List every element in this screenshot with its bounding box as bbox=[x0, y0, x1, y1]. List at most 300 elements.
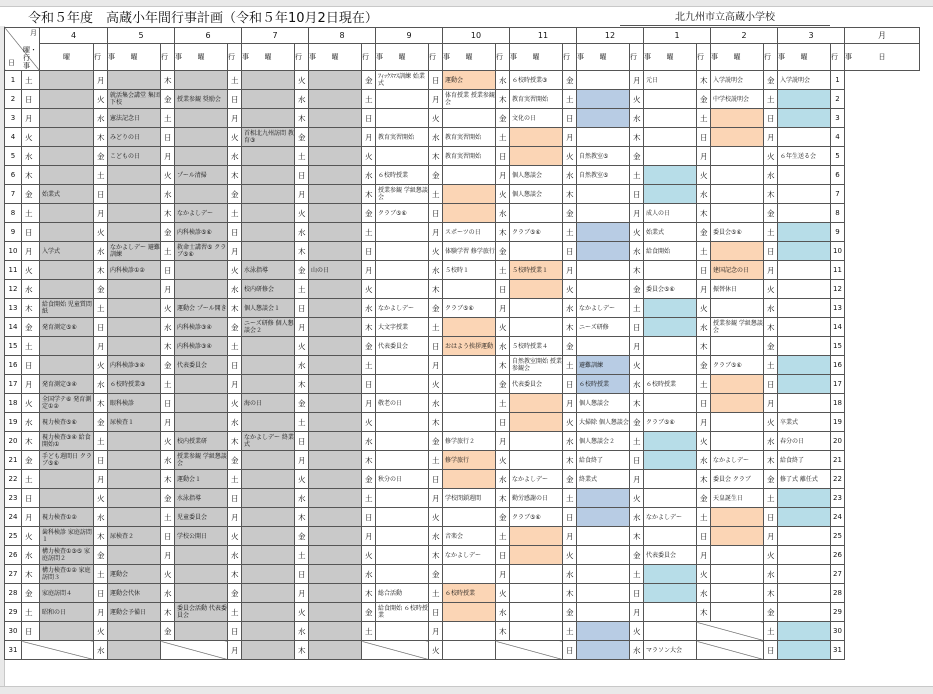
weekday-cell[interactable]: 土 bbox=[496, 527, 510, 546]
weekday-cell[interactable]: 木 bbox=[429, 147, 443, 166]
weekday-cell[interactable]: 金 bbox=[362, 337, 376, 356]
weekday-cell[interactable]: 土 bbox=[496, 261, 510, 280]
event-cell[interactable] bbox=[510, 603, 563, 622]
weekday-cell[interactable]: 木 bbox=[22, 299, 40, 318]
weekday-cell[interactable]: 日 bbox=[697, 261, 711, 280]
weekday-cell[interactable]: 日 bbox=[563, 242, 577, 261]
event-cell[interactable]: ニーズ研修 bbox=[577, 318, 630, 337]
event-cell[interactable] bbox=[40, 470, 94, 489]
weekday-cell[interactable]: 日 bbox=[295, 166, 309, 185]
event-cell[interactable] bbox=[644, 90, 697, 109]
event-cell[interactable] bbox=[577, 565, 630, 584]
weekday-cell[interactable]: 土 bbox=[362, 223, 376, 242]
weekday-cell[interactable]: 火 bbox=[94, 223, 108, 242]
month-header-1[interactable]: 1 bbox=[644, 28, 711, 44]
weekday-cell[interactable]: 月 bbox=[161, 546, 175, 565]
weekday-cell[interactable]: 火 bbox=[94, 622, 108, 641]
event-cell[interactable] bbox=[309, 242, 362, 261]
event-cell[interactable] bbox=[40, 109, 94, 128]
weekday-cell[interactable]: 月 bbox=[22, 375, 40, 394]
day-number[interactable]: 25 bbox=[5, 527, 22, 546]
weekday-cell[interactable]: 月 bbox=[764, 527, 778, 546]
weekday-cell[interactable]: 月 bbox=[697, 546, 711, 565]
day-number[interactable]: 15 bbox=[5, 337, 22, 356]
event-cell[interactable] bbox=[510, 299, 563, 318]
weekday-cell[interactable]: 水 bbox=[630, 641, 644, 660]
event-cell[interactable] bbox=[644, 356, 697, 375]
weekday-cell[interactable]: 金 bbox=[563, 603, 577, 622]
event-header[interactable]: 行 事 bbox=[429, 44, 443, 71]
weekday-cell[interactable]: 水 bbox=[563, 565, 577, 584]
event-cell[interactable] bbox=[242, 204, 295, 223]
event-cell[interactable]: 給食終了 bbox=[577, 451, 630, 470]
weekday-cell[interactable]: 日 bbox=[161, 394, 175, 413]
weekday-cell[interactable]: 金 bbox=[295, 394, 309, 413]
event-cell[interactable]: ニーズ研修 個人懇談会２ bbox=[242, 318, 295, 337]
day-number[interactable]: 11 bbox=[5, 261, 22, 280]
event-cell[interactable] bbox=[577, 223, 630, 242]
event-cell[interactable] bbox=[577, 527, 630, 546]
event-cell[interactable] bbox=[577, 546, 630, 565]
weekday-cell[interactable]: 土 bbox=[697, 109, 711, 128]
event-cell[interactable]: 教育実習開始 bbox=[443, 147, 496, 166]
weekday-cell[interactable]: 土 bbox=[94, 166, 108, 185]
event-cell[interactable] bbox=[309, 166, 362, 185]
event-cell[interactable] bbox=[309, 413, 362, 432]
event-cell[interactable] bbox=[40, 166, 94, 185]
event-cell[interactable] bbox=[644, 109, 697, 128]
event-cell[interactable] bbox=[443, 394, 496, 413]
event-cell[interactable]: みどりの日 bbox=[108, 128, 161, 147]
event-cell[interactable] bbox=[309, 128, 362, 147]
event-cell[interactable] bbox=[510, 413, 563, 432]
event-cell[interactable] bbox=[108, 204, 161, 223]
event-cell[interactable] bbox=[175, 394, 228, 413]
weekday-cell[interactable]: 火 bbox=[429, 641, 443, 660]
weekday-cell[interactable]: 日 bbox=[764, 109, 778, 128]
weekday-cell[interactable]: 金 bbox=[697, 356, 711, 375]
event-cell[interactable] bbox=[175, 147, 228, 166]
weekday-cell[interactable]: 月 bbox=[697, 280, 711, 299]
event-cell[interactable]: なかよしデー bbox=[443, 546, 496, 565]
event-cell[interactable] bbox=[778, 166, 831, 185]
event-cell[interactable]: 全国学テ⑥ 発育測定①② bbox=[40, 394, 94, 413]
weekday-cell[interactable]: 木 bbox=[228, 432, 242, 451]
event-cell[interactable]: ５校時授業４ bbox=[510, 337, 563, 356]
event-cell[interactable]: 眼科検診 bbox=[108, 394, 161, 413]
event-cell[interactable] bbox=[711, 147, 764, 166]
event-cell[interactable] bbox=[309, 508, 362, 527]
event-cell[interactable] bbox=[376, 508, 429, 527]
event-cell[interactable] bbox=[577, 71, 630, 90]
event-cell[interactable]: 終業式 bbox=[577, 470, 630, 489]
weekday-cell[interactable]: 日 bbox=[362, 242, 376, 261]
weekday-cell[interactable]: 土 bbox=[22, 204, 40, 223]
event-header[interactable]: 行 事 bbox=[362, 44, 376, 71]
event-cell[interactable] bbox=[443, 356, 496, 375]
weekday-cell[interactable]: 火 bbox=[295, 204, 309, 223]
event-cell[interactable]: 秋分の日 bbox=[376, 470, 429, 489]
day-number[interactable]: 4 bbox=[5, 128, 22, 147]
day-number-right[interactable]: 10 bbox=[831, 242, 845, 261]
weekday-cell[interactable]: 火 bbox=[362, 147, 376, 166]
weekday-cell[interactable]: 金 bbox=[22, 318, 40, 337]
event-cell[interactable] bbox=[309, 470, 362, 489]
weekday-cell[interactable]: 月 bbox=[94, 337, 108, 356]
event-cell[interactable] bbox=[711, 299, 764, 318]
weekday-cell[interactable]: 木 bbox=[630, 394, 644, 413]
weekday-cell[interactable]: 金 bbox=[362, 603, 376, 622]
event-cell[interactable] bbox=[175, 280, 228, 299]
event-cell[interactable]: 運動会 bbox=[108, 565, 161, 584]
event-cell[interactable]: 中学校説明会 bbox=[711, 90, 764, 109]
youbi-header[interactable]: 曜 bbox=[510, 44, 563, 71]
event-cell[interactable]: 総合活動 bbox=[376, 584, 429, 603]
day-header-right[interactable]: 日 bbox=[845, 44, 920, 71]
event-cell[interactable] bbox=[242, 147, 295, 166]
weekday-cell[interactable]: 月 bbox=[630, 470, 644, 489]
event-cell[interactable] bbox=[711, 185, 764, 204]
weekday-cell[interactable]: 月 bbox=[630, 337, 644, 356]
weekday-cell[interactable]: 月 bbox=[563, 261, 577, 280]
event-cell[interactable] bbox=[242, 109, 295, 128]
event-cell[interactable] bbox=[778, 109, 831, 128]
weekday-cell[interactable]: 水 bbox=[563, 166, 577, 185]
event-cell[interactable] bbox=[711, 432, 764, 451]
weekday-cell[interactable]: 月 bbox=[228, 375, 242, 394]
event-cell[interactable]: 自然教室開始 授業参観会 bbox=[510, 356, 563, 375]
event-cell[interactable] bbox=[376, 147, 429, 166]
weekday-cell[interactable]: 水 bbox=[496, 470, 510, 489]
event-cell[interactable] bbox=[778, 375, 831, 394]
weekday-cell[interactable]: 水 bbox=[161, 451, 175, 470]
weekday-cell[interactable]: 金 bbox=[764, 71, 778, 90]
event-cell[interactable]: 代表委員会 bbox=[510, 375, 563, 394]
weekday-cell[interactable]: 土 bbox=[563, 489, 577, 508]
day-number-right[interactable]: 30 bbox=[831, 622, 845, 641]
event-cell[interactable]: 委員会 クラブ bbox=[711, 470, 764, 489]
weekday-cell[interactable]: 木 bbox=[429, 280, 443, 299]
event-cell[interactable]: 音楽会 bbox=[443, 527, 496, 546]
event-cell[interactable] bbox=[309, 432, 362, 451]
event-cell[interactable] bbox=[309, 546, 362, 565]
event-cell[interactable] bbox=[510, 432, 563, 451]
weekday-cell[interactable]: 木 bbox=[764, 584, 778, 603]
event-cell[interactable]: 海の日 bbox=[242, 394, 295, 413]
event-cell[interactable] bbox=[711, 128, 764, 147]
weekday-cell[interactable]: 日 bbox=[228, 90, 242, 109]
event-cell[interactable] bbox=[40, 622, 94, 641]
event-cell[interactable] bbox=[309, 622, 362, 641]
event-cell[interactable] bbox=[376, 527, 429, 546]
day-number-right[interactable]: 13 bbox=[831, 299, 845, 318]
weekday-cell[interactable]: 土 bbox=[295, 147, 309, 166]
event-cell[interactable]: 発育測定③④ bbox=[40, 375, 94, 394]
day-number-right[interactable]: 1 bbox=[831, 71, 845, 90]
event-cell[interactable] bbox=[778, 185, 831, 204]
event-cell[interactable] bbox=[40, 261, 94, 280]
event-cell[interactable] bbox=[309, 375, 362, 394]
event-cell[interactable]: 委員会⑤⑥ bbox=[644, 280, 697, 299]
weekday-cell[interactable]: 金 bbox=[228, 584, 242, 603]
event-cell[interactable]: クラブ⑤⑥ bbox=[510, 223, 563, 242]
youbi-header[interactable]: 曜 bbox=[40, 44, 94, 71]
event-cell[interactable] bbox=[108, 280, 161, 299]
event-cell[interactable] bbox=[778, 128, 831, 147]
event-cell[interactable]: 授業参観 奨励会 bbox=[175, 90, 228, 109]
event-cell[interactable]: 敬老の日 bbox=[376, 394, 429, 413]
weekday-cell[interactable]: 日 bbox=[496, 280, 510, 299]
weekday-cell[interactable]: 火 bbox=[697, 432, 711, 451]
weekday-cell[interactable]: 日 bbox=[161, 261, 175, 280]
weekday-cell[interactable]: 日 bbox=[228, 356, 242, 375]
day-number[interactable]: 14 bbox=[5, 318, 22, 337]
event-cell[interactable]: マラソン大会 bbox=[644, 641, 697, 660]
weekday-cell[interactable]: 水 bbox=[94, 242, 108, 261]
day-number[interactable]: 7 bbox=[5, 185, 22, 204]
weekday-cell[interactable]: 月 bbox=[429, 622, 443, 641]
event-cell[interactable]: 学校閉鎖週間 bbox=[443, 489, 496, 508]
weekday-cell[interactable]: 木 bbox=[22, 565, 40, 584]
weekday-cell[interactable]: 土 bbox=[630, 565, 644, 584]
event-cell[interactable]: なかよしデー bbox=[510, 470, 563, 489]
weekday-cell[interactable]: 火 bbox=[295, 337, 309, 356]
weekday-cell[interactable]: 土 bbox=[228, 470, 242, 489]
day-number-right[interactable]: 25 bbox=[831, 527, 845, 546]
weekday-cell[interactable]: 土 bbox=[697, 242, 711, 261]
day-number[interactable]: 29 bbox=[5, 603, 22, 622]
weekday-cell[interactable]: 火 bbox=[295, 71, 309, 90]
day-number-right[interactable]: 19 bbox=[831, 413, 845, 432]
event-cell[interactable] bbox=[108, 185, 161, 204]
weekday-cell[interactable]: 木 bbox=[429, 413, 443, 432]
weekday-cell[interactable]: 火 bbox=[161, 166, 175, 185]
event-cell[interactable] bbox=[309, 489, 362, 508]
weekday-cell[interactable]: 月 bbox=[429, 356, 443, 375]
weekday-cell[interactable]: 水 bbox=[94, 641, 108, 660]
event-header[interactable]: 行 事 bbox=[228, 44, 242, 71]
weekday-cell[interactable]: 火 bbox=[496, 185, 510, 204]
event-cell[interactable]: 発育測定⑤⑥ bbox=[40, 318, 94, 337]
weekday-cell[interactable]: 金 bbox=[429, 565, 443, 584]
weekday-cell[interactable]: 土 bbox=[764, 489, 778, 508]
month-header-6[interactable]: 6 bbox=[175, 28, 242, 44]
month-header-4[interactable]: 4 bbox=[40, 28, 108, 44]
weekday-cell[interactable]: 土 bbox=[630, 299, 644, 318]
weekday-cell[interactable]: 火 bbox=[496, 318, 510, 337]
event-cell[interactable]: 体験学習 修学旅行 bbox=[443, 242, 496, 261]
event-cell[interactable] bbox=[443, 166, 496, 185]
event-cell[interactable] bbox=[108, 337, 161, 356]
day-number[interactable]: 6 bbox=[5, 166, 22, 185]
event-cell[interactable] bbox=[510, 204, 563, 223]
day-number-right[interactable]: 27 bbox=[831, 565, 845, 584]
day-number[interactable]: 1 bbox=[5, 71, 22, 90]
weekday-cell[interactable]: 月 bbox=[563, 394, 577, 413]
weekday-cell[interactable]: 土 bbox=[295, 280, 309, 299]
event-cell[interactable] bbox=[510, 584, 563, 603]
event-cell[interactable]: スポーツの日 bbox=[443, 223, 496, 242]
event-cell[interactable] bbox=[175, 622, 228, 641]
event-cell[interactable] bbox=[175, 375, 228, 394]
day-number-right[interactable]: 5 bbox=[831, 147, 845, 166]
event-cell[interactable]: なかよしデー bbox=[175, 204, 228, 223]
weekday-cell[interactable]: 水 bbox=[630, 375, 644, 394]
event-cell[interactable] bbox=[577, 622, 630, 641]
weekday-cell[interactable]: 水 bbox=[22, 280, 40, 299]
month-header-5[interactable]: 5 bbox=[108, 28, 175, 44]
event-cell[interactable] bbox=[309, 337, 362, 356]
event-cell[interactable] bbox=[778, 299, 831, 318]
weekday-cell[interactable]: 土 bbox=[295, 413, 309, 432]
event-cell[interactable] bbox=[376, 356, 429, 375]
weekday-cell[interactable]: 日 bbox=[22, 90, 40, 109]
weekday-cell[interactable]: 土 bbox=[429, 451, 443, 470]
weekday-cell[interactable]: 日 bbox=[697, 128, 711, 147]
event-cell[interactable] bbox=[376, 375, 429, 394]
weekday-cell[interactable]: 火 bbox=[630, 223, 644, 242]
weekday-cell[interactable]: 土 bbox=[161, 242, 175, 261]
youbi-header[interactable]: 曜 bbox=[711, 44, 764, 71]
event-cell[interactable] bbox=[510, 527, 563, 546]
event-cell[interactable]: 勤労感謝の日 bbox=[510, 489, 563, 508]
youbi-header[interactable]: 曜 bbox=[309, 44, 362, 71]
day-number[interactable]: 27 bbox=[5, 565, 22, 584]
weekday-cell[interactable]: 月 bbox=[22, 242, 40, 261]
event-header[interactable]: 行 事 bbox=[94, 44, 108, 71]
day-number-right[interactable]: 17 bbox=[831, 375, 845, 394]
weekday-cell[interactable]: 土 bbox=[697, 508, 711, 527]
weekday-cell[interactable]: 金 bbox=[697, 489, 711, 508]
event-cell[interactable] bbox=[443, 603, 496, 622]
event-cell[interactable] bbox=[242, 166, 295, 185]
event-cell[interactable]: 尿検査２ bbox=[108, 527, 161, 546]
weekday-cell[interactable]: 水 bbox=[94, 109, 108, 128]
day-number-right[interactable]: 18 bbox=[831, 394, 845, 413]
weekday-cell[interactable]: 日 bbox=[764, 508, 778, 527]
event-cell[interactable]: 運動会 プール開き bbox=[175, 299, 228, 318]
event-cell[interactable]: 入学説明会 bbox=[778, 71, 831, 90]
weekday-cell[interactable]: 水 bbox=[563, 299, 577, 318]
event-cell[interactable]: 個人懇談会 bbox=[510, 166, 563, 185]
event-cell[interactable]: 内科検診③④ bbox=[175, 318, 228, 337]
weekday-cell[interactable]: 木 bbox=[496, 90, 510, 109]
weekday-cell[interactable]: 木 bbox=[161, 204, 175, 223]
event-cell[interactable] bbox=[510, 565, 563, 584]
event-cell[interactable] bbox=[108, 223, 161, 242]
weekday-cell[interactable]: 水 bbox=[228, 413, 242, 432]
event-cell[interactable] bbox=[242, 242, 295, 261]
event-cell[interactable] bbox=[108, 508, 161, 527]
event-cell[interactable] bbox=[711, 375, 764, 394]
day-number[interactable]: 19 bbox=[5, 413, 22, 432]
event-cell[interactable]: 体育授業 授業参観会 bbox=[443, 90, 496, 109]
event-cell[interactable] bbox=[40, 280, 94, 299]
weekday-cell[interactable]: 金 bbox=[161, 356, 175, 375]
event-cell[interactable]: 水泳指導 bbox=[242, 261, 295, 280]
weekday-cell[interactable]: 金 bbox=[429, 299, 443, 318]
weekday-cell[interactable]: 日 bbox=[94, 451, 108, 470]
weekday-cell[interactable]: 火 bbox=[22, 261, 40, 280]
event-header[interactable]: 行 事 bbox=[831, 44, 845, 71]
event-cell[interactable]: ５校時授業１ bbox=[510, 261, 563, 280]
event-cell[interactable] bbox=[778, 242, 831, 261]
event-cell[interactable] bbox=[644, 394, 697, 413]
weekday-cell[interactable]: 木 bbox=[697, 337, 711, 356]
day-number[interactable]: 24 bbox=[5, 508, 22, 527]
weekday-cell[interactable]: 水 bbox=[94, 375, 108, 394]
event-cell[interactable]: 運動会予備日 bbox=[108, 603, 161, 622]
weekday-cell[interactable]: 金 bbox=[764, 603, 778, 622]
weekday-cell[interactable]: 火 bbox=[161, 299, 175, 318]
event-cell[interactable] bbox=[242, 508, 295, 527]
event-cell[interactable]: 卒業式 bbox=[778, 413, 831, 432]
weekday-cell[interactable]: 水 bbox=[228, 546, 242, 565]
day-number[interactable]: 13 bbox=[5, 299, 22, 318]
event-cell[interactable] bbox=[778, 90, 831, 109]
weekday-cell[interactable]: 月 bbox=[94, 470, 108, 489]
event-cell[interactable]: 給食終了 bbox=[778, 451, 831, 470]
weekday-cell[interactable]: 日 bbox=[228, 223, 242, 242]
event-cell[interactable] bbox=[175, 565, 228, 584]
weekday-cell[interactable]: 土 bbox=[228, 337, 242, 356]
weekday-cell[interactable]: 日 bbox=[161, 128, 175, 147]
day-number[interactable]: 20 bbox=[5, 432, 22, 451]
event-cell[interactable] bbox=[242, 337, 295, 356]
weekday-cell[interactable]: 水 bbox=[295, 622, 309, 641]
event-cell[interactable] bbox=[242, 527, 295, 546]
event-cell[interactable] bbox=[778, 261, 831, 280]
weekday-cell[interactable]: 火 bbox=[496, 451, 510, 470]
weekday-cell[interactable]: 月 bbox=[94, 71, 108, 90]
event-cell[interactable] bbox=[510, 147, 563, 166]
event-cell[interactable] bbox=[711, 584, 764, 603]
weekday-cell[interactable]: 土 bbox=[94, 432, 108, 451]
weekday-cell[interactable]: 水 bbox=[22, 413, 40, 432]
event-cell[interactable]: なかよしデー bbox=[376, 299, 429, 318]
weekday-cell[interactable]: 木 bbox=[563, 451, 577, 470]
youbi-header[interactable]: 曜 bbox=[175, 44, 228, 71]
weekday-cell[interactable]: 金 bbox=[563, 337, 577, 356]
event-cell[interactable] bbox=[577, 204, 630, 223]
weekday-cell[interactable]: 水 bbox=[362, 565, 376, 584]
event-cell[interactable] bbox=[108, 641, 161, 660]
weekday-cell[interactable]: 日 bbox=[630, 451, 644, 470]
weekday-cell[interactable]: 水 bbox=[764, 299, 778, 318]
event-header[interactable]: 行 事 bbox=[496, 44, 510, 71]
event-cell[interactable] bbox=[510, 318, 563, 337]
weekday-cell[interactable]: 火 bbox=[496, 584, 510, 603]
event-cell[interactable] bbox=[443, 470, 496, 489]
month-header-right[interactable]: 月 bbox=[845, 28, 920, 44]
weekday-cell[interactable]: 日 bbox=[496, 147, 510, 166]
weekday-cell[interactable]: 月 bbox=[228, 109, 242, 128]
event-cell[interactable] bbox=[644, 299, 697, 318]
weekday-cell[interactable]: 月 bbox=[563, 128, 577, 147]
day-number[interactable]: 22 bbox=[5, 470, 22, 489]
weekday-cell[interactable]: 日 bbox=[764, 375, 778, 394]
weekday-cell[interactable]: 木 bbox=[161, 71, 175, 90]
event-cell[interactable] bbox=[644, 318, 697, 337]
weekday-cell[interactable]: 日 bbox=[362, 508, 376, 527]
day-number[interactable]: 16 bbox=[5, 356, 22, 375]
event-cell[interactable] bbox=[644, 603, 697, 622]
event-cell[interactable] bbox=[711, 603, 764, 622]
event-header[interactable]: 行 事 bbox=[295, 44, 309, 71]
weekday-cell[interactable]: 木 bbox=[228, 565, 242, 584]
weekday-cell[interactable]: 土 bbox=[563, 90, 577, 109]
event-cell[interactable]: 給食開始 ６校時授業 bbox=[376, 603, 429, 622]
